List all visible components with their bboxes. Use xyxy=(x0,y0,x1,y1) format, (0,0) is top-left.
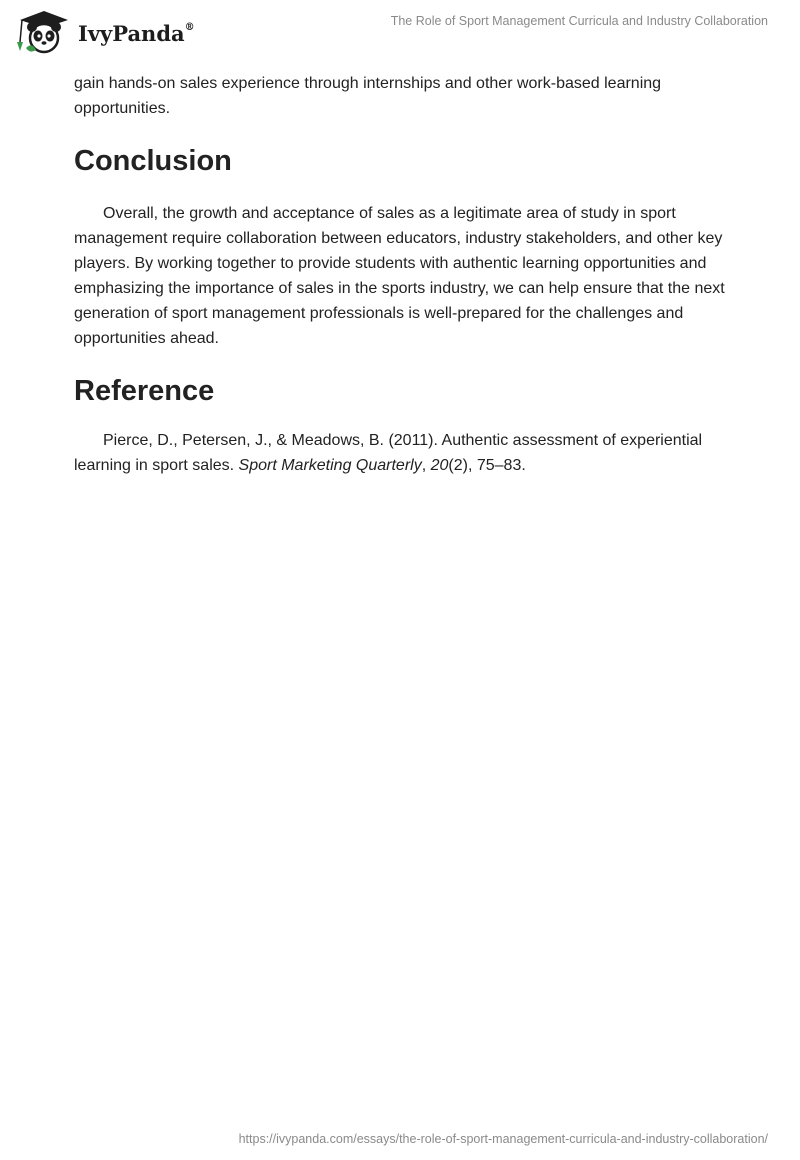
reference-heading: Reference xyxy=(74,375,215,407)
reference-entry xyxy=(74,428,726,478)
essay-content xyxy=(74,71,726,478)
brand-name: IvyPanda® xyxy=(78,21,195,46)
reference-issue-pages: (2), 75–83. xyxy=(448,457,526,474)
ivypanda-logo[interactable] xyxy=(14,8,194,58)
conclusion-heading: Conclusion xyxy=(74,145,232,177)
document-title: The Role of Sport Management Curricula and Industry Collaboration xyxy=(390,14,768,28)
reference-authors-title: Pierce, D., Petersen, J., & Meadows, B. (2011). Authentic assessment of experiential learning in sport sales. xyxy=(74,432,703,474)
page-header xyxy=(0,0,800,62)
conclusion-paragraph: Overall, the growth and acceptance of sales as a legitimate area of study in sport management require collaboration between educators, industry stakeholders, and other key players. By working together to provide students with authentic learning opportunities and emphasizing the importance of sales in the sports industry, we can help ensure that the next generation of sport management professionals is well-prepared for the challenges and opportunities ahead. xyxy=(74,205,725,347)
reference-separator: , xyxy=(421,457,431,474)
source-url-link[interactable]: https://ivypanda.com/essays/the-role-of-sport-management-curricula-and-industry-collaboration/ xyxy=(238,1132,768,1146)
intro-paragraph: gain hands-on sales experience through internships and other work-based learning opportunities. xyxy=(74,75,662,117)
panda-graduate-icon xyxy=(14,8,76,56)
reference-volume: 20 xyxy=(430,457,449,474)
reference-journal: Sport Marketing Quarterly xyxy=(238,457,422,474)
